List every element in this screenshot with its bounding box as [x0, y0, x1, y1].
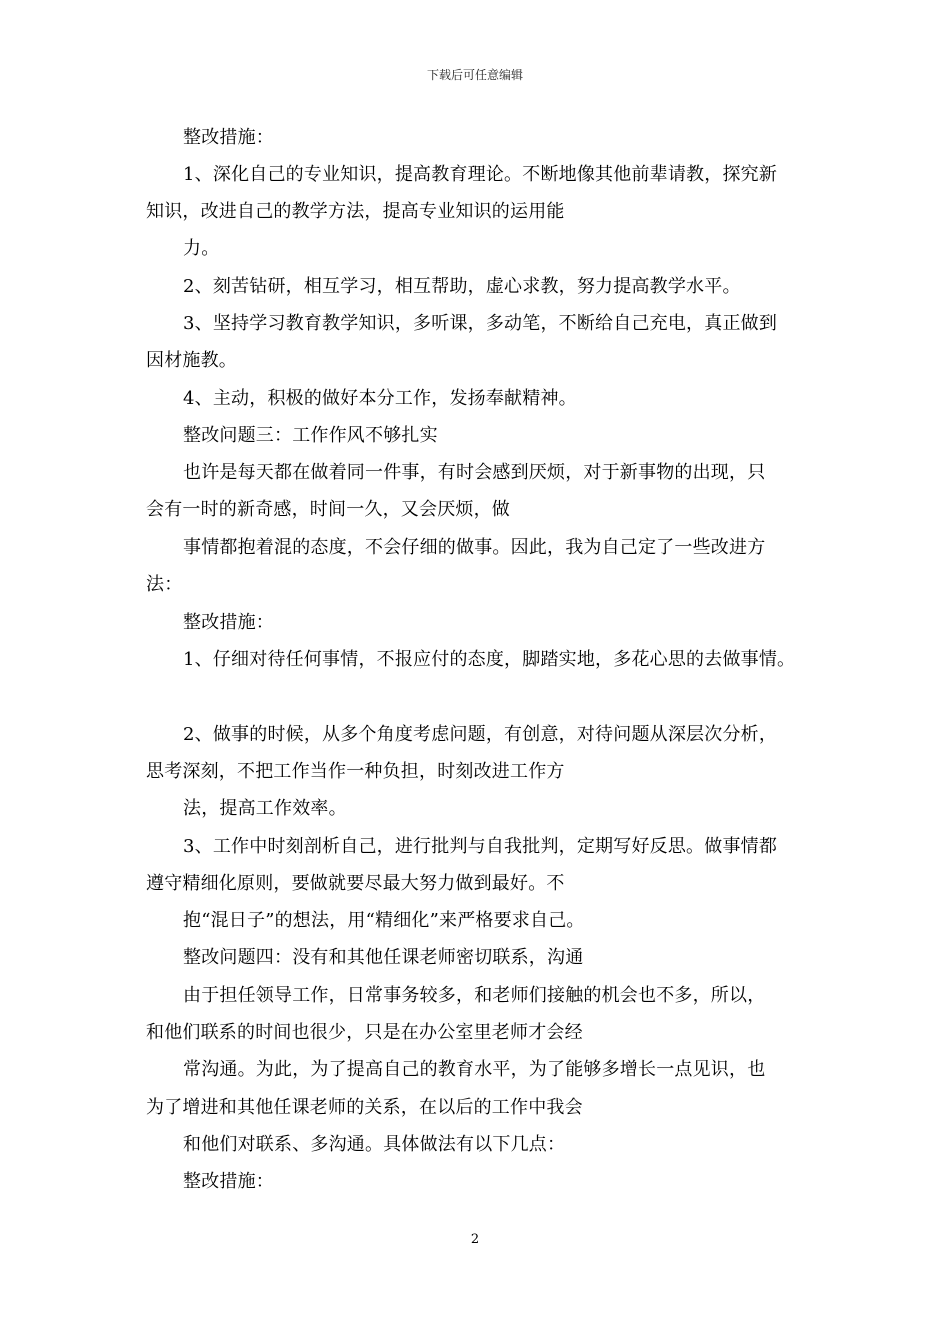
text-line: 由于担任领导工作，日常事务较多，和老师们接触的机会也不多，所以， — [183, 985, 766, 1006]
text-line: 为了增进和其他任课老师的关系，在以后的工作中我会 — [146, 1097, 583, 1118]
text-line: 抱“混日子”的想法，用“精细化”来严格要求自己。 — [183, 910, 585, 931]
section-heading: 整改问题四：没有和其他任课老师密切联系，沟通 — [183, 947, 584, 968]
page-number: 2 — [470, 1232, 480, 1247]
text-line: 遵守精细化原则，要做就要尽最大努力做到最好。不 — [146, 873, 565, 894]
text-line: 和他们联系的时间也很少，只是在办公室里老师才会经 — [146, 1022, 583, 1043]
text-line: 法： — [146, 574, 183, 595]
text-line: 常沟通。为此，为了提高自己的教育水平，为了能够多增长一点见识，也 — [183, 1059, 766, 1080]
text-line: 力。 — [183, 238, 220, 259]
text-line: 也许是每天都在做着同一件事，有时会感到厌烦，对于新事物的出现，只 — [183, 462, 766, 483]
text-line: 4、主动，积极的做好本分工作，发扬奉献精神。 — [183, 388, 577, 409]
text-line: 事情都抱着混的态度，不会仔细的做事。因此，我为自己定了一些改进方 — [183, 537, 766, 558]
section-heading: 整改问题三：工作作风不够扎实 — [183, 425, 438, 446]
text-line: 因材施教。 — [146, 350, 237, 371]
text-line: 1、仔细对待任何事情，不报应付的态度，脚踏实地，多花心思的去做事情。 — [183, 649, 796, 670]
text-line: 整改措施： — [183, 612, 274, 633]
text-line: 2、做事的时候，从多个角度考虑问题，有创意，对待问题从深层次分析， — [183, 724, 778, 745]
text-line: 思考深刻，不把工作当作一种负担，时刻改进工作方 — [146, 761, 565, 782]
text-line: 3、坚持学习教育教学知识，多听课，多动笔，不断给自己充电，真正做到 — [183, 313, 778, 334]
text-line: 和他们对联系、多沟通。具体做法有以下几点： — [183, 1134, 566, 1155]
text-line: 知识，改进自己的教学方法，提高专业知识的运用能 — [146, 201, 565, 222]
text-line: 整改措施： — [183, 127, 274, 148]
text-line: 2、刻苦钻研，相互学习，相互帮助，虚心求教，努力提高教学水平。 — [183, 276, 741, 297]
text-line: 1、深化自己的专业知识，提高教育理论。不断地像其他前辈请教，探究新 — [183, 164, 778, 185]
text-line: 法，提高工作效率。 — [183, 798, 347, 819]
text-line: 整改措施： — [183, 1171, 274, 1192]
text-line: 3、工作中时刻剖析自己，进行批判与自我批判，定期写好反思。做事情都 — [183, 836, 778, 857]
page-header: 下载后可任意编辑 — [426, 68, 523, 82]
text-line: 会有一时的新奇感，时间一久，又会厌烦，做 — [146, 499, 510, 520]
